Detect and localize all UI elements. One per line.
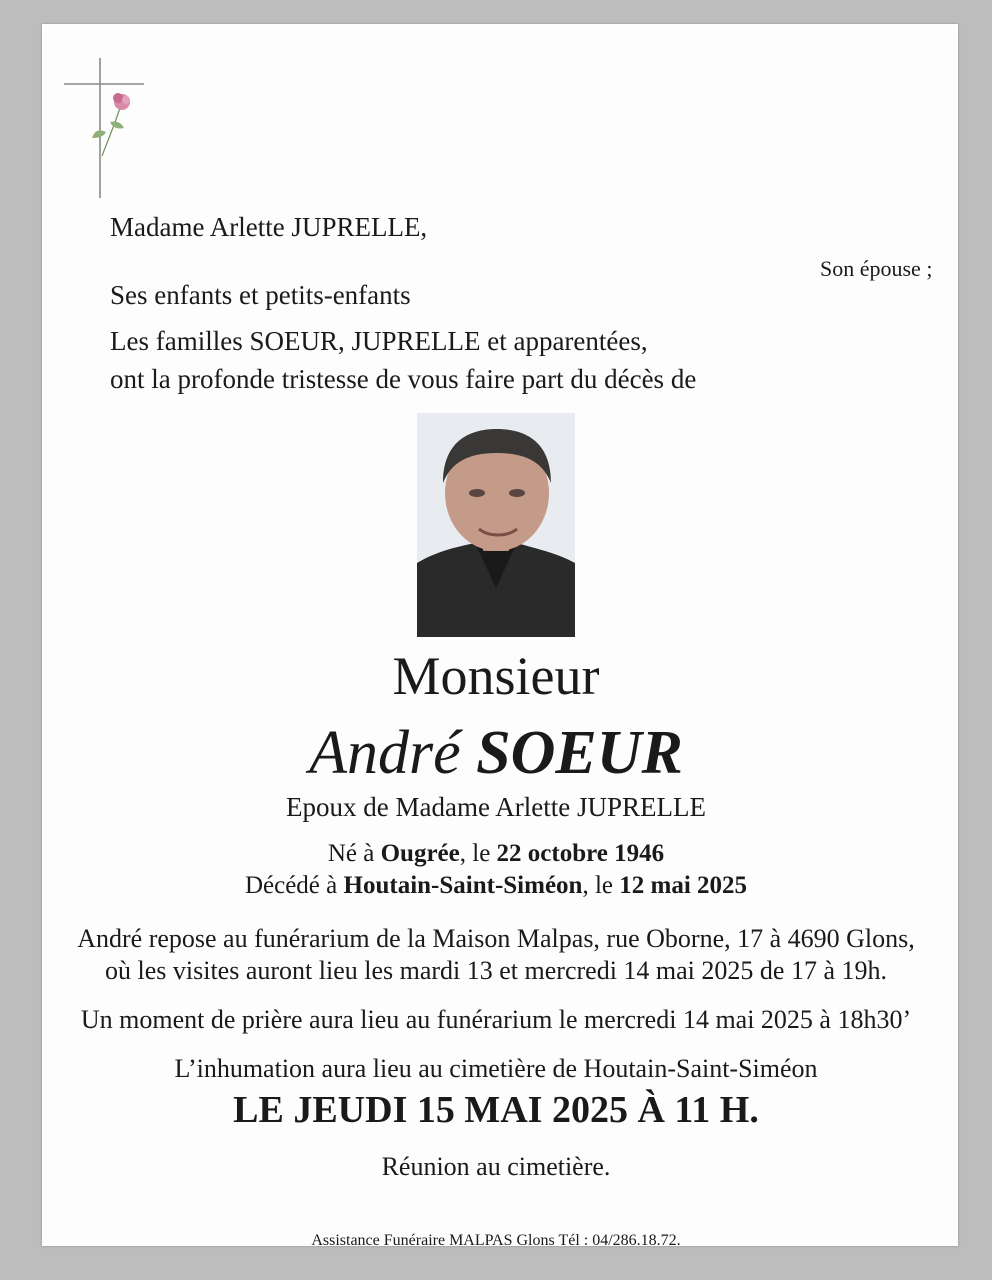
honorific-title: Monsieur (392, 646, 600, 706)
birth-line (0, 840, 992, 868)
spouse-note: Son épouse ; (820, 256, 933, 281)
funeral-assistance-footer: Assistance Funéraire MALPAS Glons Tél : 04/286.18.72. (311, 1232, 681, 1249)
death-mid: , le (582, 872, 620, 899)
prayer-line: Un moment de prière aura lieu au funérarium le mercredi 14 mai 2025 à 18h30’ (80, 1005, 912, 1034)
burial-line: L’inhumation aura lieu au cimetière de Houtain-Saint-Siméon (174, 1054, 818, 1083)
family-line-families: Les familles SOEUR, JUPRELLE et apparentées, (110, 326, 648, 356)
cross-with-rose-icon (62, 56, 146, 200)
death-date: 12 mai 2025 (619, 872, 748, 899)
repose-line-2: où les visites auront lieu les mardi 13 et mercredi 14 mai 2025 de 17 à 19h. (105, 956, 887, 985)
announcement-line: ont la profonde tristesse de vous faire part du décès de (110, 364, 697, 394)
reunion-line: Réunion au cimetière. (381, 1152, 611, 1181)
last-name: SOEUR (476, 719, 683, 787)
birth-prefix: Né à (327, 840, 381, 867)
birth-mid: , le (459, 840, 497, 867)
death-line (0, 872, 992, 900)
birth-place: Ougrée (380, 840, 460, 867)
family-line-children: Ses enfants et petits-enfants (110, 280, 411, 310)
portrait-photo (417, 413, 575, 637)
family-line-widow: Madame Arlette JUPRELLE, (110, 212, 428, 242)
burial-date: LE JEUDI 15 MAI 2025 À 11 H. (233, 1089, 759, 1131)
spouse-line: Epoux de Madame Arlette JUPRELLE (286, 792, 706, 822)
repose-line-1: André repose au funérarium de la Maison Malpas, rue Oborne, 17 à 4690 Glons, (77, 924, 915, 953)
deceased-name (0, 718, 992, 789)
birth-date: 22 octobre 1946 (496, 840, 665, 867)
death-place: Houtain-Saint-Siméon (343, 872, 583, 899)
first-name: André (309, 719, 461, 787)
death-prefix: Décédé à (244, 872, 344, 899)
